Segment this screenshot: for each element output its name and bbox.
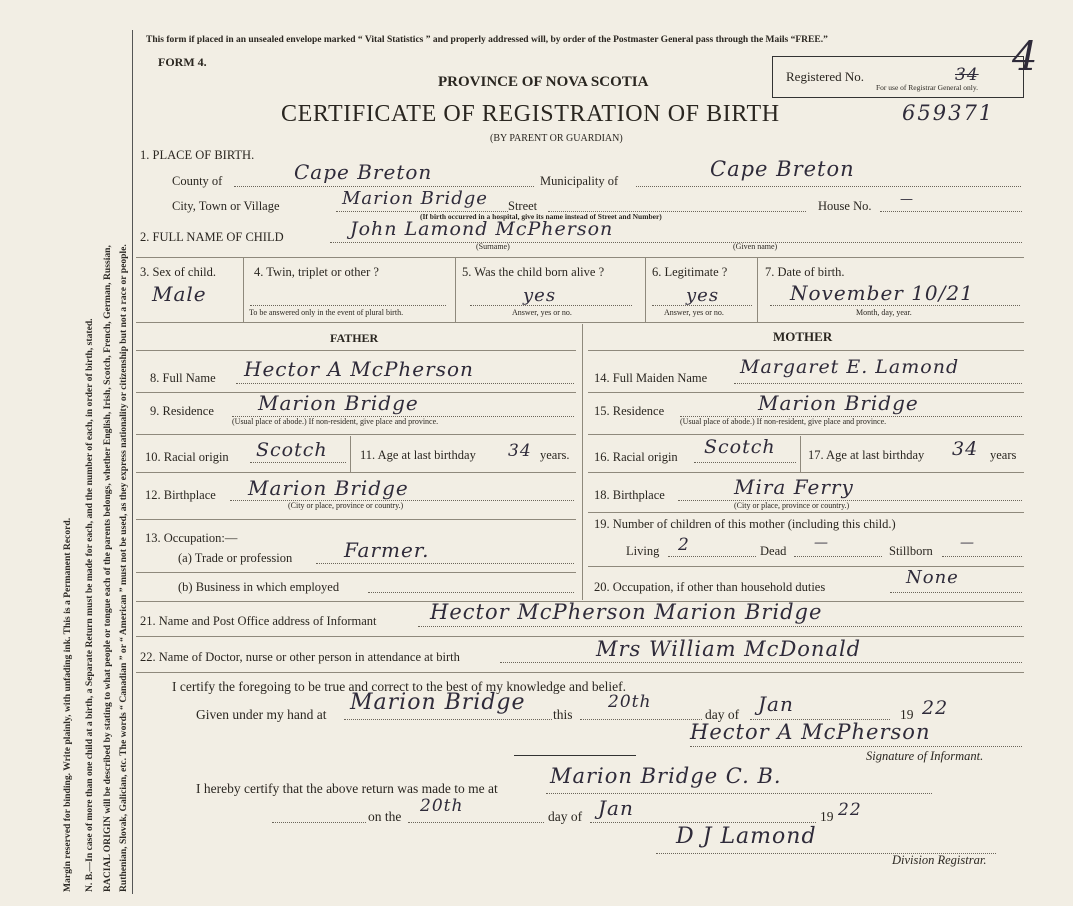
given-year-value: 22 bbox=[922, 697, 949, 719]
registered-value: 34 bbox=[955, 65, 979, 85]
child-name-label: 2. FULL NAME OF CHILD bbox=[140, 230, 284, 244]
municipality-line bbox=[636, 186, 1021, 187]
house-line bbox=[880, 211, 1022, 212]
form-number: FORM 4. bbox=[158, 55, 207, 69]
mother-race-label: 16. Racial origin bbox=[594, 450, 678, 464]
doctor-value: Mrs William McDonald bbox=[596, 637, 862, 661]
father-trade-line bbox=[316, 563, 574, 564]
mother-birthplace-label: 18. Birthplace bbox=[594, 488, 665, 502]
given-day-line bbox=[580, 719, 702, 720]
father-race-divider bbox=[350, 436, 351, 472]
mother-residence-note: (Usual place of abode.) If non-resident, give place and province. bbox=[680, 417, 887, 426]
father-rule-5 bbox=[136, 572, 576, 573]
given-day-of-label: day of bbox=[705, 707, 740, 722]
father-birthplace-value: Marion Bridge bbox=[248, 476, 409, 500]
mother-stillborn-line bbox=[942, 556, 1022, 557]
doctor-label: 22. Name of Doctor, nurse or other person in attendance at birth bbox=[140, 650, 460, 664]
father-years-label: years. bbox=[540, 448, 570, 462]
county-label: County of bbox=[172, 174, 223, 188]
return-place-value: Marion Bridge C. B. bbox=[550, 764, 782, 788]
certificate-number: 659371 bbox=[902, 101, 995, 125]
legitimate-line bbox=[652, 305, 752, 306]
alive-label: 5. Was the child born alive ? bbox=[462, 265, 605, 279]
given-place-line bbox=[344, 719, 552, 720]
informant-label: 21. Name and Post Office address of Informant bbox=[140, 614, 377, 628]
father-residence-value: Marion Bridge bbox=[258, 391, 419, 415]
row3-divider-1 bbox=[243, 257, 244, 322]
informant-line bbox=[418, 626, 1022, 627]
municipality-value: Cape Breton bbox=[710, 157, 855, 181]
return-day-line bbox=[408, 822, 544, 823]
corner-mark: 4 bbox=[1012, 34, 1039, 80]
mother-children-label: 19. Number of children of this mother (including this child.) bbox=[594, 517, 896, 531]
birth-date-line bbox=[770, 305, 1020, 306]
mother-birthplace-line bbox=[678, 500, 1022, 501]
return-place-line bbox=[546, 793, 932, 794]
informant-signature-line bbox=[690, 746, 1022, 747]
mother-living-line bbox=[668, 556, 756, 557]
mother-race-divider bbox=[800, 436, 801, 472]
mail-notice: This form if placed in an unsealed envelope marked “ Vital Statistics ” and properly addressed will, by order of the Postmaster General pass through the Mails “FREE.” bbox=[146, 35, 828, 45]
alive-note: Answer, yes or no. bbox=[512, 308, 572, 317]
mother-age-value: 34 bbox=[952, 438, 979, 460]
on-the-label: on the bbox=[368, 809, 402, 824]
mother-occupation-line bbox=[890, 592, 1022, 593]
informant-signature-label: Signature of Informant. bbox=[866, 749, 984, 763]
place-label: 1. PLACE OF BIRTH. bbox=[140, 148, 255, 162]
registrar-signature: D J Lamond bbox=[676, 824, 817, 849]
mother-name-line bbox=[734, 383, 1022, 384]
legitimate-note: Answer, yes or no. bbox=[664, 308, 724, 317]
province-heading: PROVINCE OF NOVA SCOTIA bbox=[438, 74, 649, 90]
informant-rule bbox=[136, 636, 1024, 637]
registered-note: For use of Registrar General only. bbox=[876, 83, 978, 92]
given-day-value: 20th bbox=[608, 692, 652, 712]
father-rule-4 bbox=[136, 519, 576, 520]
twin-line bbox=[250, 305, 446, 306]
row3-bottom-rule bbox=[136, 322, 1024, 323]
father-trade-label: (a) Trade or profession bbox=[178, 551, 293, 565]
legitimate-value: yes bbox=[686, 285, 720, 306]
mother-rule-2 bbox=[588, 434, 1024, 435]
child-name-line bbox=[330, 242, 1022, 243]
father-age-label: 11. Age at last birthday bbox=[360, 448, 476, 462]
father-birthplace-label: 12. Birthplace bbox=[145, 488, 216, 502]
margin-note-multiple-births: N. B.—In case of more than one child at a birth, a Separate Return must be made for each, and the number of each, in order of birth, stated. bbox=[84, 318, 95, 892]
mother-race-value: Scotch bbox=[704, 436, 776, 458]
alive-value: yes bbox=[523, 285, 557, 306]
sex-label: 3. Sex of child. bbox=[140, 265, 217, 279]
doctor-line bbox=[500, 662, 1022, 663]
father-residence-label: 9. Residence bbox=[150, 404, 214, 418]
registrar-label: Division Registrar. bbox=[892, 853, 987, 867]
father-occupation-label: 13. Occupation:— bbox=[145, 531, 238, 545]
father-trade-value: Farmer. bbox=[344, 538, 430, 562]
doctor-rule bbox=[136, 672, 1024, 673]
mother-heading: MOTHER bbox=[773, 329, 833, 344]
alive-line bbox=[470, 305, 632, 306]
given-name-note: (Given name) bbox=[733, 242, 778, 251]
mother-age-label: 17. Age at last birthday bbox=[808, 448, 925, 462]
father-residence-note: (Usual place of abode.) If non-resident, give place and province. bbox=[232, 417, 439, 426]
return-blank-line bbox=[272, 822, 366, 823]
father-age-value: 34 bbox=[508, 441, 532, 461]
legitimate-label: 6. Legitimate ? bbox=[652, 265, 728, 279]
certificate-subtitle: (BY PARENT OR GUARDIAN) bbox=[490, 133, 623, 144]
row3-divider-2 bbox=[455, 257, 456, 322]
return-day-value: 20th bbox=[420, 796, 464, 816]
father-name-value: Hector A McPherson bbox=[244, 357, 474, 381]
mother-stillborn-label: Stillborn bbox=[889, 544, 933, 558]
father-race-label: 10. Racial origin bbox=[145, 450, 229, 464]
mother-dead-line bbox=[794, 556, 882, 557]
birth-date-value: November 10/21 bbox=[790, 281, 974, 305]
county-value: Cape Breton bbox=[294, 160, 433, 184]
mother-living-label: Living bbox=[626, 544, 660, 558]
mother-birthplace-note: (City or place, province or country.) bbox=[734, 501, 850, 510]
mother-stillborn-value: — bbox=[960, 535, 975, 551]
return-month-line bbox=[590, 822, 816, 823]
street-label: Street bbox=[508, 199, 538, 213]
father-business-line bbox=[368, 592, 574, 593]
margin-note-racial-origin-1: RACIAL ORIGIN will be described by stating to what people or tongue each of the parents belongs, whether English, Irish, Scotch, French, German, Russian, bbox=[102, 245, 113, 892]
this-label: this bbox=[553, 707, 573, 722]
father-race-value: Scotch bbox=[256, 439, 328, 461]
mother-years-label: years bbox=[990, 448, 1017, 462]
father-rule-3 bbox=[136, 472, 576, 473]
mother-name-label: 14. Full Maiden Name bbox=[594, 371, 708, 385]
house-value: — bbox=[900, 192, 914, 207]
father-birthplace-note: (City or place, province or country.) bbox=[288, 501, 404, 510]
given-month-value: Jan bbox=[758, 692, 794, 716]
birth-date-note: Month, day, year. bbox=[856, 308, 912, 317]
mother-birthplace-value: Mira Ferry bbox=[734, 475, 854, 499]
mother-occupation-label: 20. Occupation, if other than household duties bbox=[594, 580, 826, 594]
twin-note: To be answered only in the event of plural birth. bbox=[249, 308, 404, 317]
father-business-label: (b) Business in which employed bbox=[178, 580, 340, 594]
return-day-of-label: day of bbox=[548, 809, 583, 824]
parents-divider bbox=[582, 324, 583, 600]
father-race-line bbox=[250, 462, 346, 463]
mother-residence-value: Marion Bridge bbox=[758, 391, 919, 415]
mother-living-value: 2 bbox=[678, 535, 690, 555]
short-divider-rule bbox=[514, 755, 636, 756]
margin-note-racial-origin-2: Ruthenian, Slovak, Galician, etc. The words “ Canadian ” or “ American ” must not be used, as they express nationality or citizenship but not a race or people. bbox=[118, 244, 129, 892]
city-value: Marion Bridge bbox=[342, 188, 488, 209]
mother-occupation-value: None bbox=[906, 567, 959, 588]
mother-name-value: Margaret E. Lamond bbox=[740, 356, 960, 378]
margin-border-line bbox=[132, 30, 133, 894]
mother-dead-label: Dead bbox=[760, 544, 787, 558]
county-line bbox=[234, 186, 534, 187]
house-label: House No. bbox=[818, 199, 872, 213]
return-year-value: 22 bbox=[838, 800, 862, 820]
return-month-value: Jan bbox=[598, 796, 634, 820]
city-label: City, Town or Village bbox=[172, 199, 280, 213]
municipality-label: Municipality of bbox=[540, 174, 619, 188]
father-heading-rule bbox=[136, 350, 576, 351]
certificate-title: CERTIFICATE OF REGISTRATION OF BIRTH bbox=[281, 101, 780, 127]
surname-note: (Surname) bbox=[476, 242, 510, 251]
return-year-prefix: 19 bbox=[820, 809, 834, 824]
informant-value: Hector McPherson Marion Bridge bbox=[430, 600, 823, 624]
sex-value: Male bbox=[152, 282, 207, 306]
row3-divider-3 bbox=[645, 257, 646, 322]
return-statement: I hereby certify that the above return was made to me at bbox=[196, 781, 498, 796]
margin-note-binding: Margin reserved for binding. Write plainly, with unfading ink. This is a Permanent Record. bbox=[62, 517, 73, 892]
twin-label: 4. Twin, triplet or other ? bbox=[254, 265, 379, 279]
registered-label: Registered No. bbox=[786, 69, 864, 84]
mother-dead-value: — bbox=[814, 535, 829, 551]
father-heading: FATHER bbox=[330, 331, 379, 345]
father-rule-2 bbox=[136, 434, 576, 435]
certify-statement: I certify the foregoing to be true and correct to the best of my knowledge and belief. bbox=[172, 679, 626, 694]
mother-residence-label: 15. Residence bbox=[594, 404, 665, 418]
mother-race-line bbox=[694, 462, 796, 463]
row3-top-rule bbox=[136, 257, 1024, 258]
father-name-label: 8. Full Name bbox=[150, 371, 216, 385]
birth-date-label: 7. Date of birth. bbox=[765, 265, 845, 279]
father-name-line bbox=[236, 383, 574, 384]
mother-rule-4 bbox=[588, 512, 1024, 513]
street-note: (If birth occurred in a hospital, give its name instead of Street and Number) bbox=[420, 212, 662, 221]
given-under-hand-label: Given under my hand at bbox=[196, 707, 327, 722]
given-place-value: Marion Bridge bbox=[350, 690, 526, 715]
mother-heading-rule bbox=[588, 350, 1024, 351]
informant-signature: Hector A McPherson bbox=[690, 720, 931, 744]
child-name-value: John Lamond McPherson bbox=[350, 218, 614, 240]
given-year-prefix: 19 bbox=[900, 707, 914, 722]
row3-divider-4 bbox=[757, 257, 758, 322]
mother-rule-3 bbox=[588, 472, 1024, 473]
